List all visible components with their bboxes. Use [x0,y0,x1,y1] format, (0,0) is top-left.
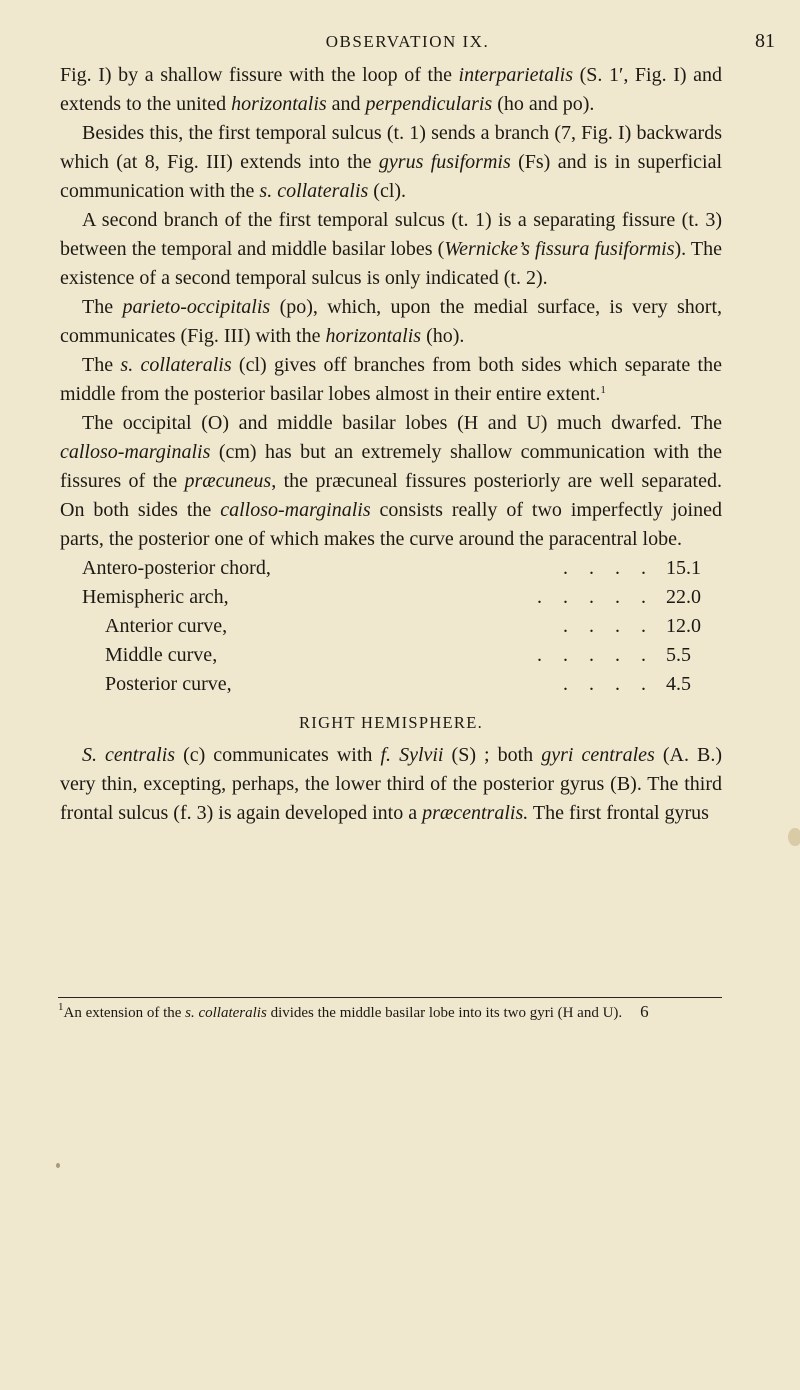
measurement-row: Middle curve, . . . . . 5.5 [105,644,691,666]
footnote-mark: 1 [600,384,606,396]
measurement-row: Posterior curve, . . . . 4.5 [105,673,691,695]
measurement-row: Antero-posterior chord, . . . . 15.1 [82,557,701,579]
paper-blemish [56,1163,60,1168]
paragraph: Besides this, the first temporal sulcus (t. 1) sends a branch (7, Fig. I) backwards which (at 8, Fig. III) extends into the gyrus fusiformis (Fs) and is in superficial communication with the s. collateralis (cl). [60,122,723,202]
footnote: $^1$An extension of the s. collateralis divides the middle basilar lobe into its two gyri (H and U). 6 [58,1001,649,1021]
paragraph: The occipital (O) and middle basilar lobes (H and U) much dwarfed. The calloso-marginalis (cm) has but an extremely shallow communication with the fissures of the præcuneus, the præcuneal fissures posteriorly are well separated. On both sides the calloso-marginalis consists really of two imperfectly joined parts, the posterior one of which makes the curve around the paracentral lobe. [60,412,722,550]
paragraph: S. centralis (c) communicates with f. Sylvii (S) ; both gyri centrales (A. B.) very thin, excepting, perhaps, the lower third of the posterior gyrus (B). The third frontal sulcus (f. 3) is again developed into a præcentralis. The first frontal gyrus [60,744,722,824]
paragraph: Fig. I) by a shallow fissure with the loop of the interparietalis (S. 1′, Fig. I) and extends to the united horizontalis and perpendicularis (ho and po). [60,64,722,115]
measurement-row: Anterior curve, . . . . 12.0 [105,615,701,637]
running-head [40,28,775,58]
paragraph: The parieto-occipitalis (po), which, upon the medial surface, is very short, communicates (Fig. III) with the horizontalis (ho). [60,296,723,347]
paragraph: A second branch of the first temporal sulcus (t. 1) is a separating fissure (t. 3) between the temporal and middle basilar lobes (Wernicke’s fissura fusiformis). The existence of a second temporal sulcus is only indicated (t. 2). [60,209,722,289]
running-head-title: OBSERVATION IX. [325,32,490,51]
measurement-row: Hemispheric arch, . . . . . 22.0 [82,586,701,608]
footnotes [58,997,722,1024]
body-text [60,61,722,828]
paragraph: The s. collateralis (cl) gives off branches from both sides which separate the middle from the posterior basilar lobes almost in their entire extent.$^1$ [60,354,722,405]
signature-mark: 6 [640,1002,649,1021]
measurement-table [60,554,722,699]
paper-blemish [788,828,800,846]
section-heading: RIGHT HEMISPHERE. [298,713,484,732]
page-number: 81 [755,30,775,52]
